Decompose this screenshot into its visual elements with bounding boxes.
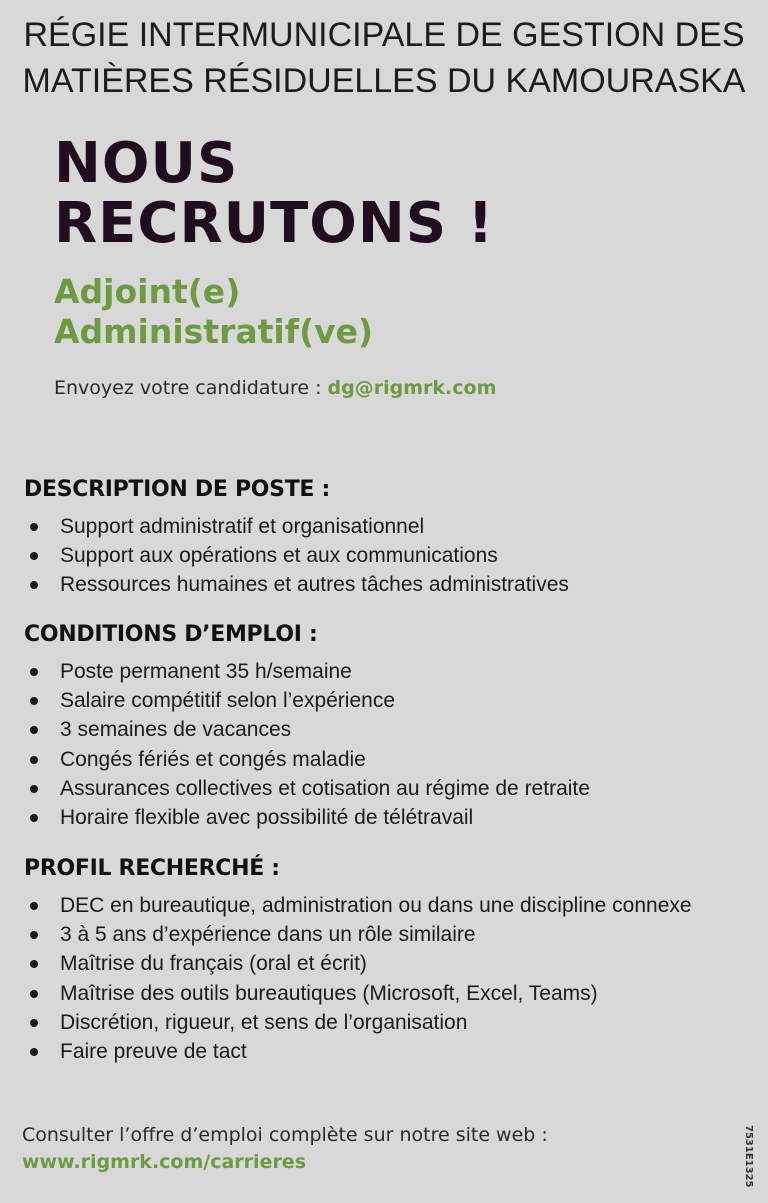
organization-name (0, 12, 768, 104)
list-item-text: Poste permanent 35 h/semaine (60, 660, 352, 683)
bullet-icon (30, 697, 38, 705)
job-title (54, 272, 373, 352)
bullet-icon (30, 902, 38, 910)
job-title-line-2: Administratif(ve) (54, 312, 374, 351)
list-item-text: Congés fériés et congés maladie (60, 747, 366, 771)
list-item (30, 920, 692, 949)
careers-link[interactable]: www.rigmrk.com/carrieres (22, 1151, 307, 1173)
list-item (30, 686, 590, 715)
list-item (30, 891, 692, 920)
list-item-text: 3 à 5 ans d’expérience dans un rôle similaire (60, 923, 476, 947)
organization-name-line-2: MATIÈRES RÉSIDUELLES DU KAMOURASKA (22, 62, 746, 100)
list-item-text: Discrétion, rigueur, et sens de l’organisation (60, 1010, 468, 1034)
apply-email-link[interactable]: dg@rigmrk.com (327, 377, 497, 399)
profile-list (30, 891, 692, 1066)
bullet-icon (30, 814, 38, 822)
list-item (30, 1037, 692, 1066)
list-item (30, 570, 569, 599)
list-item (30, 745, 590, 774)
apply-label: Envoyez votre candidature : (54, 377, 328, 399)
job-title-line-1: Adjoint(e) (54, 272, 241, 311)
list-item (30, 774, 590, 803)
list-item (30, 715, 590, 744)
bullet-icon (30, 785, 38, 793)
bullet-icon (30, 668, 38, 676)
list-item (30, 979, 692, 1008)
reference-code: 7531E1325 (743, 1125, 754, 1188)
bullet-icon (30, 523, 38, 531)
bullet-icon (30, 581, 38, 589)
section-title-description: DESCRIPTION DE POSTE : (24, 477, 331, 502)
list-item-text: DEC en bureautique, administration ou dans une discipline connexe (60, 894, 692, 917)
list-item-text: Faire preuve de tact (60, 1040, 247, 1064)
bullet-icon (30, 1019, 38, 1027)
list-item (30, 1008, 692, 1037)
bullet-icon (30, 931, 38, 939)
list-item (30, 949, 692, 978)
section-title-profile: PROFIL RECHERCHÉ : (24, 856, 280, 881)
list-item (30, 803, 590, 832)
bullet-icon (30, 960, 38, 968)
list-item-text: Support administratif et organisationnel (60, 515, 425, 538)
bullet-icon (30, 756, 38, 764)
bullet-icon (30, 552, 38, 560)
list-item-text: Maîtrise des outils bureautiques (Microsoft, Excel, Teams) (60, 981, 598, 1005)
organization-name-line-1: RÉGIE INTERMUNICIPALE DE GESTION DES (23, 16, 745, 54)
list-item-text: Salaire compétitif selon l’expérience (60, 689, 396, 713)
list-item-text: Assurances collectives et cotisation au régime de retraite (60, 776, 590, 800)
list-item-text: Horaire flexible avec possibilité de télétravail (60, 806, 474, 830)
list-item (30, 657, 590, 686)
footer-text: Consulter l’offre d’emploi complète sur notre site web : (22, 1124, 548, 1146)
section-title-conditions: CONDITIONS D’EMPLOI : (24, 622, 318, 647)
conditions-list (30, 657, 590, 832)
list-item-text: Ressources humaines et autres tâches administratives (60, 573, 569, 597)
headline-line-2: RECRUTONS ! (54, 191, 495, 256)
list-item-text: Support aux opérations et aux communications (60, 544, 498, 568)
list-item-text: Maîtrise du français (oral et écrit) (60, 952, 367, 976)
bullet-icon (30, 726, 38, 734)
list-item (30, 512, 569, 541)
bullet-icon (30, 1048, 38, 1056)
list-item-text: 3 semaines de vacances (60, 718, 292, 742)
list-item (30, 541, 569, 570)
bullet-icon (30, 990, 38, 998)
headline (54, 131, 495, 256)
description-list (30, 512, 569, 600)
apply-line (54, 377, 496, 399)
headline-line-1: NOUS (54, 131, 239, 196)
